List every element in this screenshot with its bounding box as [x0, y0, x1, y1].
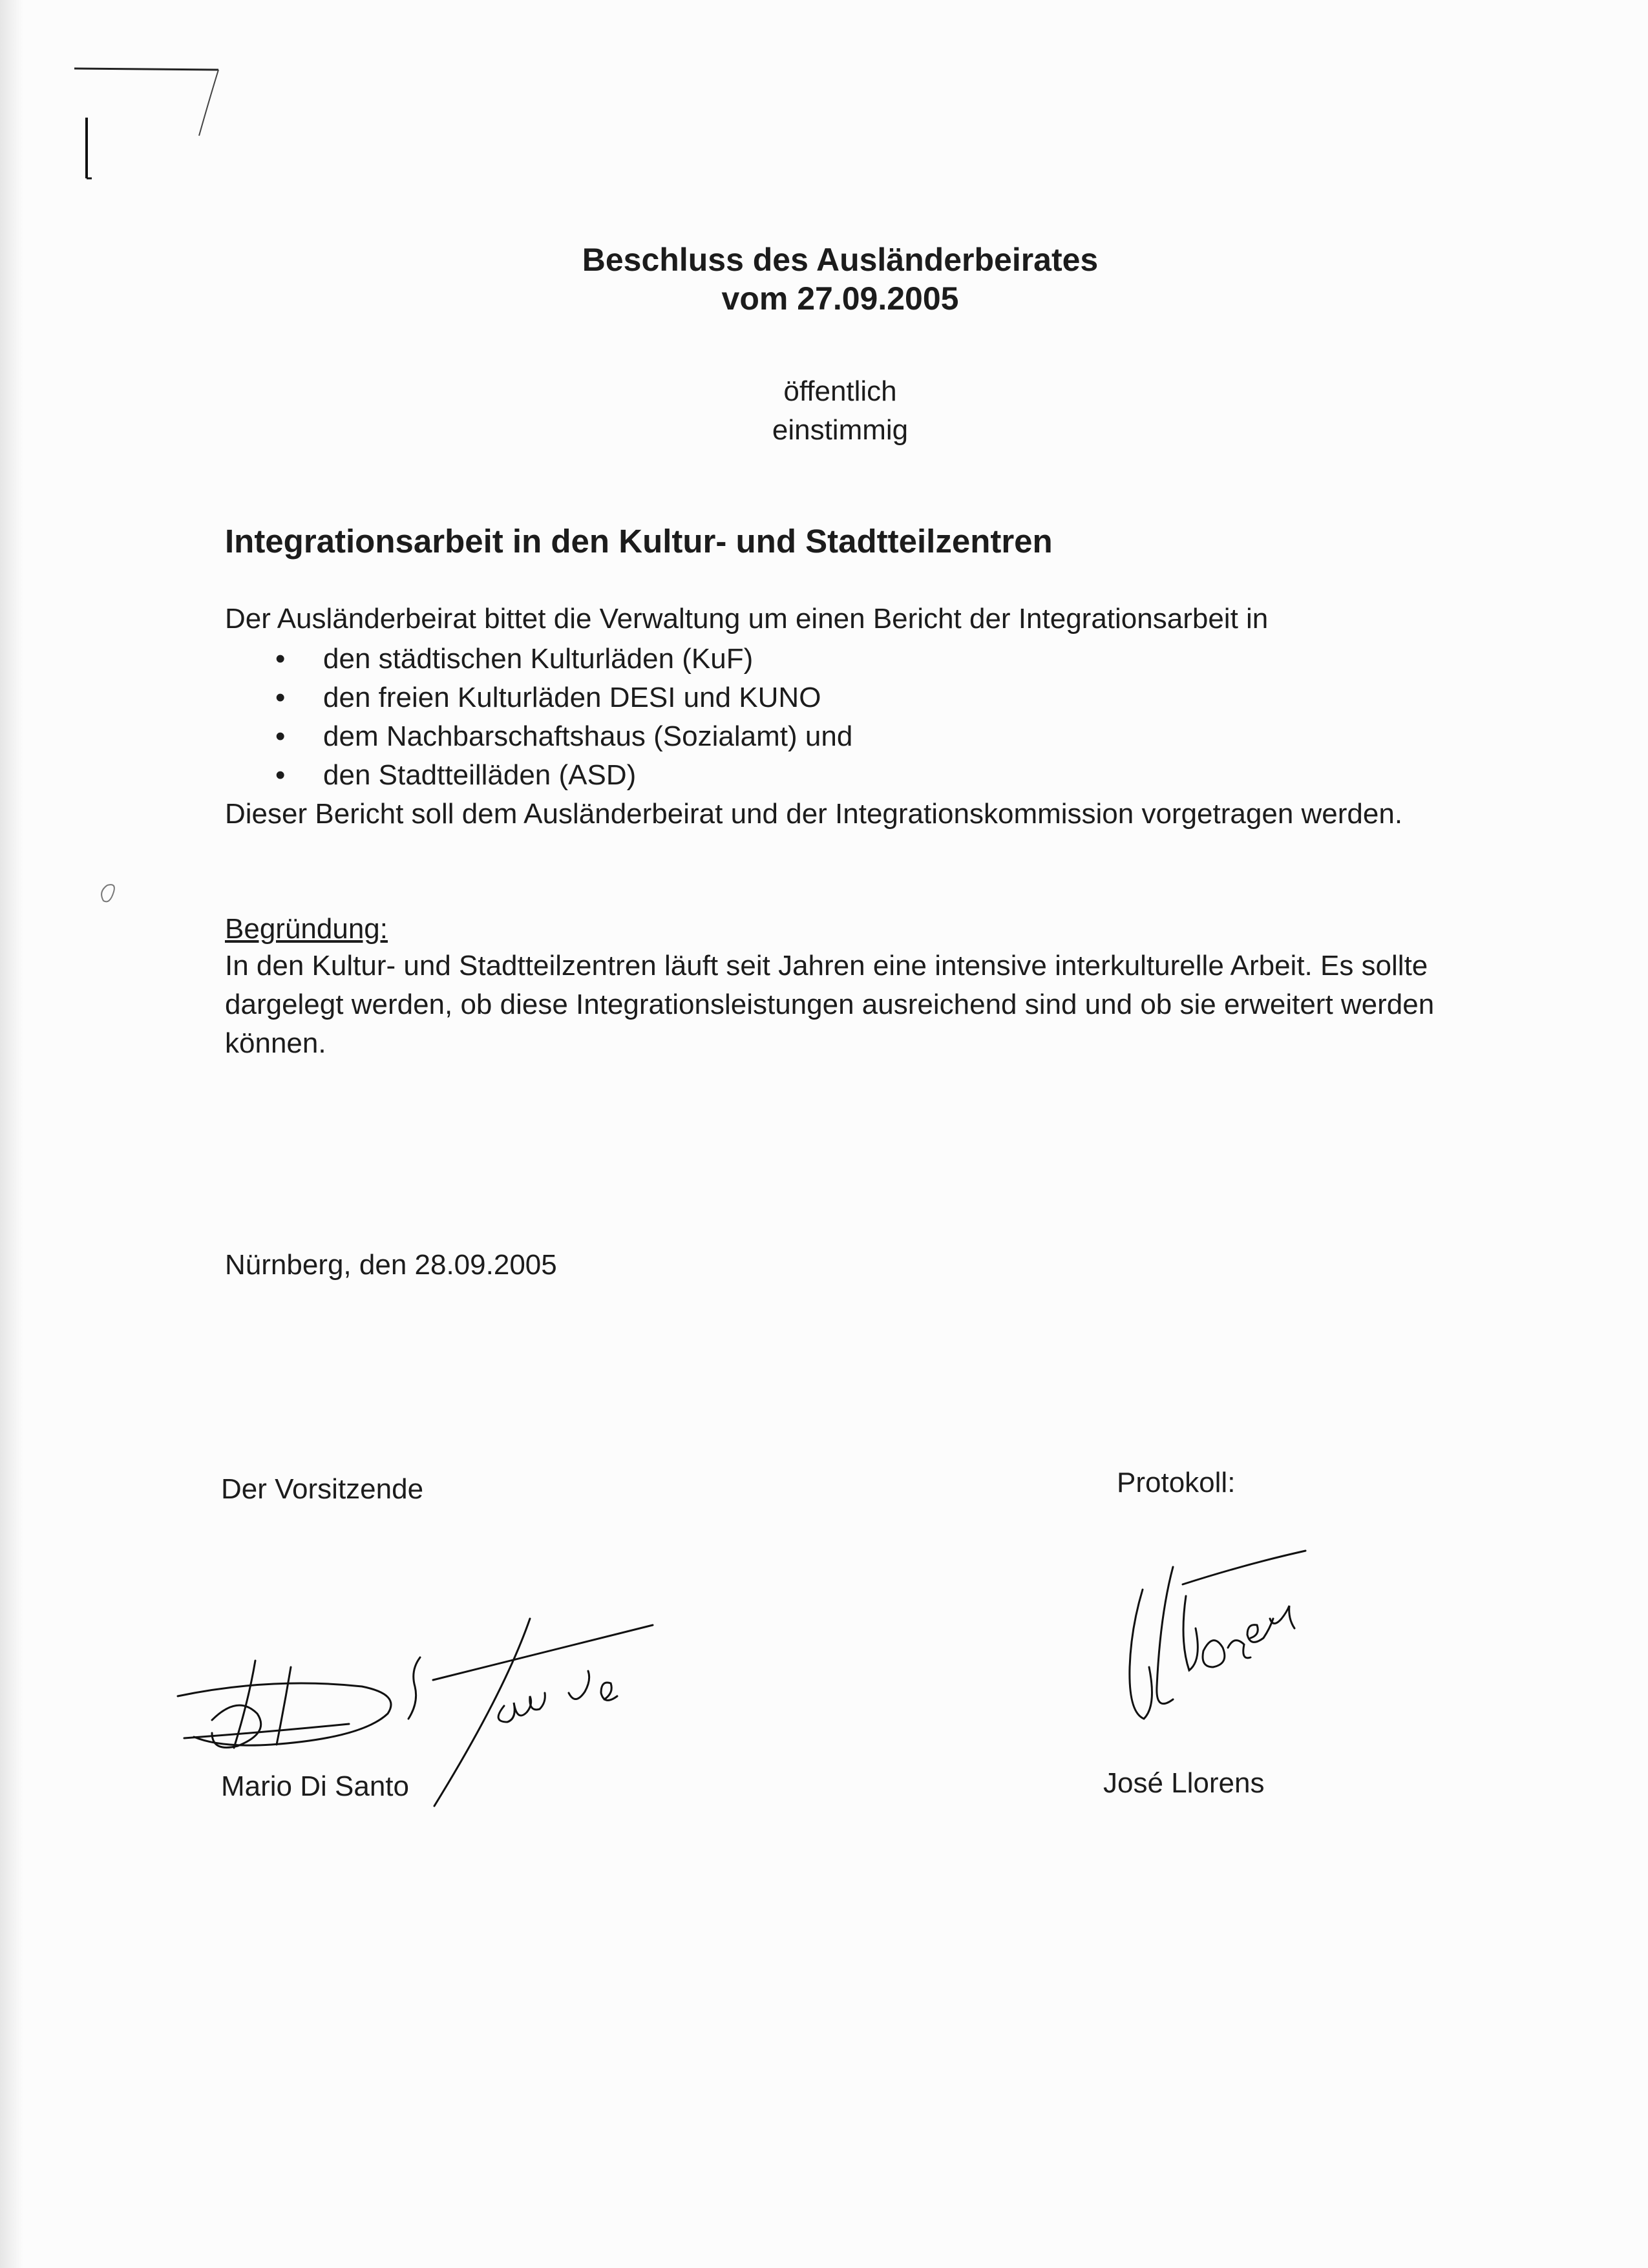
list-item: • den Stadtteilläden (ASD): [323, 756, 852, 795]
list-item: • dem Nachbarschaftshaus (Sozialamt) und: [323, 717, 852, 756]
title-line-1: Beschluss des Ausländerbeirates: [582, 242, 1099, 278]
list-item: • den freien Kulturläden DESI und KUNO: [323, 678, 852, 717]
intro-paragraph: Der Ausländerbeirat bittet die Verwaltung um einen Bericht der Integrationsarbeit in: [225, 603, 1269, 635]
status-public: öffentlich: [783, 375, 897, 407]
list-item: • den städtischen Kulturläden (KuF): [323, 640, 852, 678]
status-vote: einstimmig: [772, 414, 909, 446]
chair-name: Mario Di Santo: [221, 1770, 410, 1802]
minutes-name: José Llorens: [1103, 1767, 1265, 1799]
reason-label: Begründung:: [225, 913, 388, 945]
minutes-role-label: Protokoll:: [1117, 1467, 1236, 1498]
title-line-2: vom 27.09.2005: [721, 280, 959, 317]
place-date: Nürnberg, den 28.09.2005: [225, 1249, 557, 1281]
report-paragraph: Dieser Bericht soll dem Ausländerbeirat und der Integrationskommission vorgetragen werden.: [225, 798, 1403, 830]
subject-heading: Integrationsarbeit in den Kultur- und Stadtteilzentren: [225, 523, 1053, 560]
reason-paragraph: In den Kultur- und Stadtteilzentren läuft seit Jahren eine intensive interkulturelle Arbeit. Es sollte dargelegt werden, ob diese Integrationsleistungen ausreichend sind und ob sie erweitert werden können.: [225, 950, 1435, 1059]
chair-role-label: Der Vorsitzende: [221, 1473, 424, 1505]
